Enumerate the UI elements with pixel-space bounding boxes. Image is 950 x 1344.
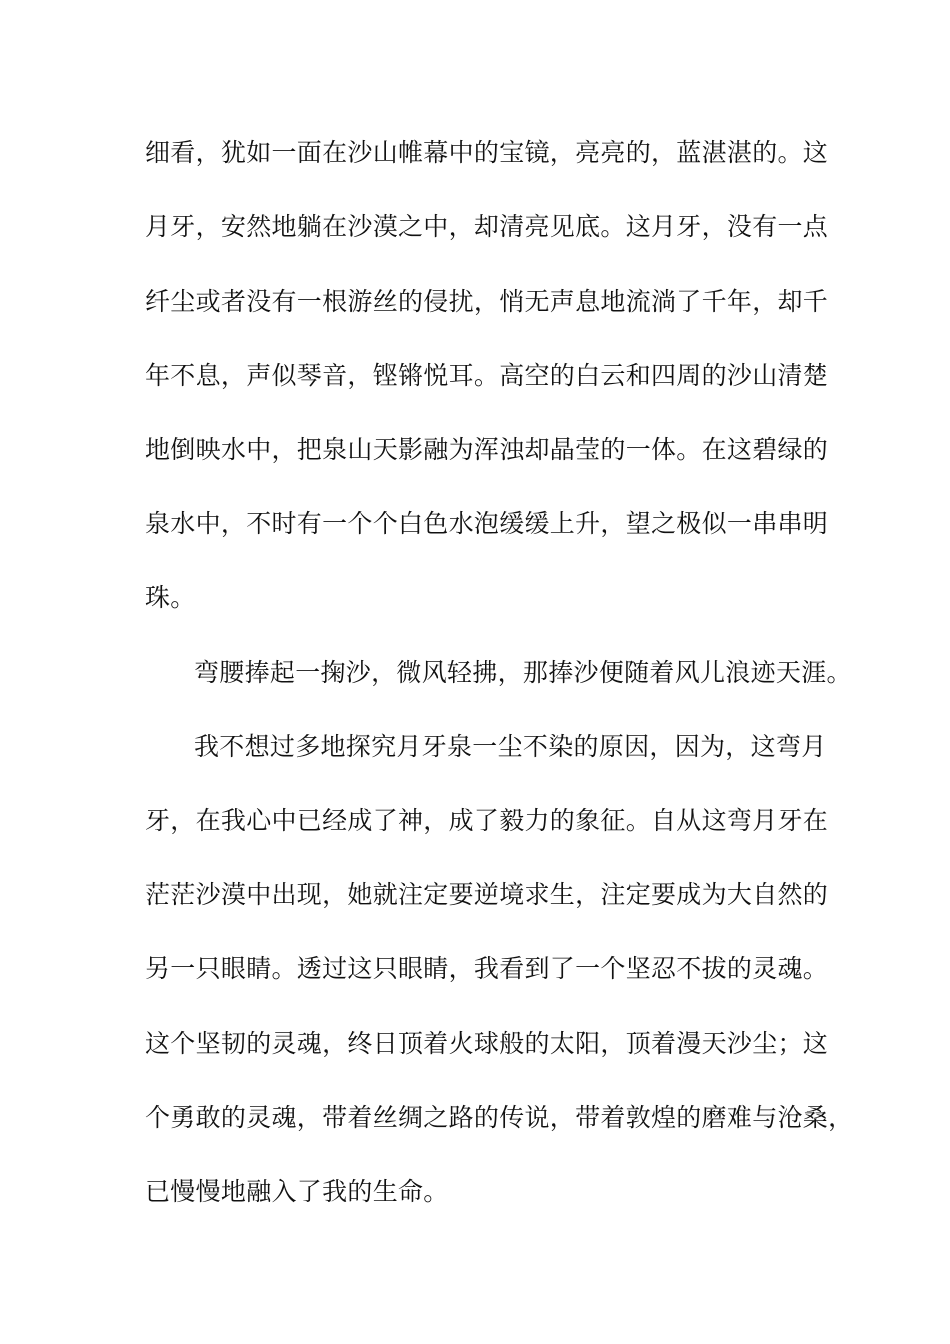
text-line: 月牙，安然地躺在沙漠之中，却清亮见底。这月牙，没有一点: [145, 212, 829, 241]
text-line: 纤尘或者没有一根游丝的侵扰，悄无声息地流淌了千年，却千: [145, 287, 829, 316]
paragraph-first-line: 弯腰捧起一掬沙，微风轻拂，那捧沙便随着风儿浪迹天涯。: [194, 658, 852, 687]
text-line: 年不息，声似琴音，铿锵悦耳。高空的白云和四周的沙山清楚: [145, 361, 829, 390]
text-line: 另一只眼睛。透过这只眼睛，我看到了一个坚忍不拔的灵魂。: [145, 954, 829, 983]
text-line: 地倒映水中，把泉山天影融为浑浊却晶莹的一体。在这碧绿的: [145, 435, 829, 464]
text-line: 牙，在我心中已经成了神，成了毅力的象征。自从这弯月牙在: [145, 806, 829, 835]
text-line: 泉水中，不时有一个个白色水泡缓缓上升，望之极似一串串明: [145, 509, 829, 538]
text-line: 个勇敢的灵魂，带着丝绸之路的传说，带着敦煌的磨难与沧桑，: [145, 1103, 854, 1132]
paragraph-first-line: 我不想过多地探究月牙泉一尘不染的原因，因为，这弯月: [194, 732, 827, 761]
text-line: 这个坚韧的灵魂，终日顶着火球般的太阳，顶着漫天沙尘；这: [145, 1029, 829, 1058]
text-line: 茫茫沙漠中出现，她就注定要逆境求生，注定要成为大自然的: [145, 880, 829, 909]
text-line: 细看，犹如一面在沙山帷幕中的宝镜，亮亮的，蓝湛湛的。这: [145, 138, 829, 167]
text-line: 珠。: [145, 583, 196, 612]
text-line: 已慢慢地融入了我的生命。: [145, 1177, 449, 1206]
